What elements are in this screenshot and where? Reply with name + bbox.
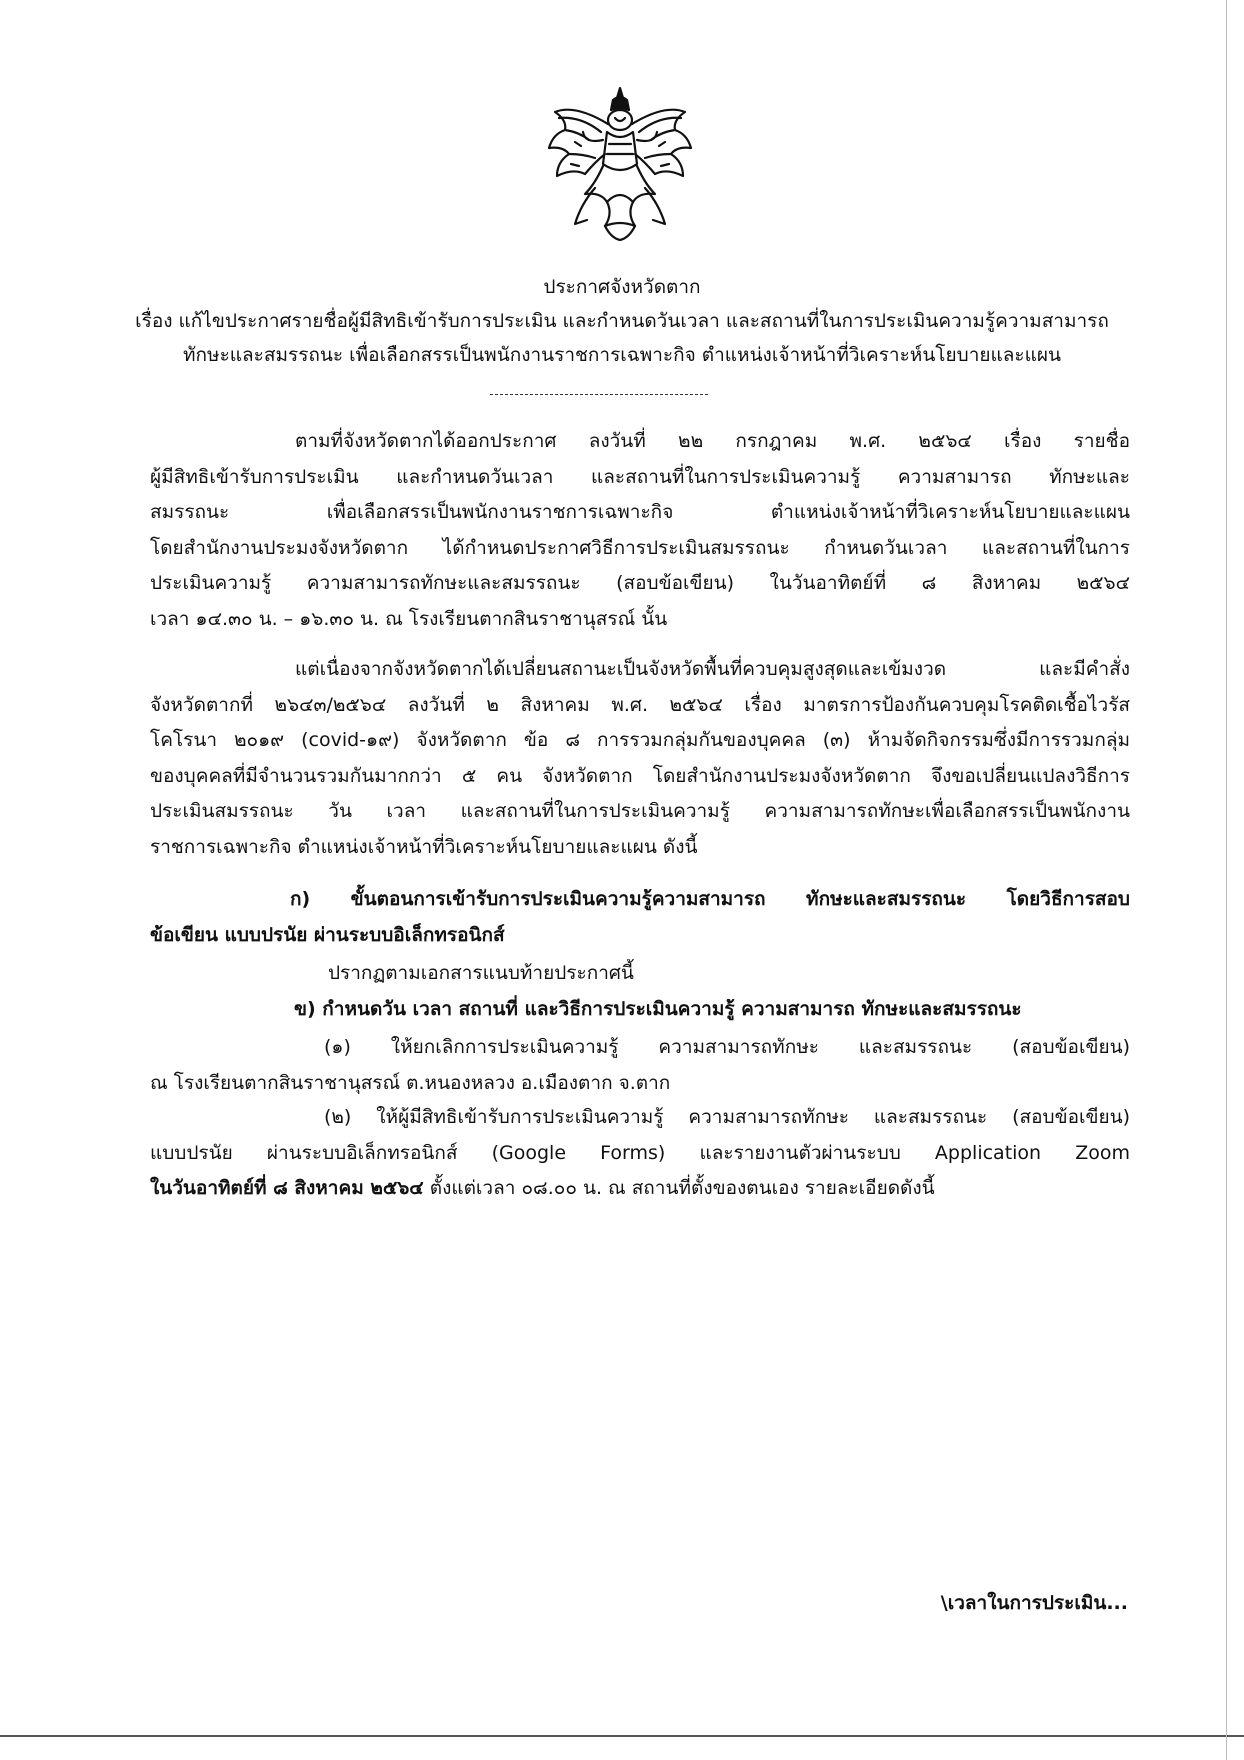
item-a-heading-line-2: ข้อเขียน แบบปรนัย ผ่านระบบอิเล็กทรอนิกส์ — [150, 923, 505, 946]
item-b-sub-1 — [150, 1030, 1130, 1101]
page-continuation-marker: \เวลาในการประเมิน... — [940, 1592, 1128, 1614]
paragraph-1 — [150, 424, 1130, 637]
garuda-emblem-icon — [545, 84, 695, 244]
sub-item-2-line-1: (๒) ให้ผู้มีสิทธิเข้ารับการประเมินความรู้ ความสามารถทักษะ และสมรรถนะ (สอบข้อเขียน) — [324, 1106, 1130, 1128]
item-a-heading-line-1: ก) ขั้นตอนการเข้ารับการประเมินความรู้ความสามารถ ทักษะและสมรรถนะ โดยวิธีการสอบ — [290, 888, 1130, 910]
scan-right-edge — [1226, 0, 1227, 1760]
sub-item-1-line-2: ณ โรงเรียนตากสินราชานุสรณ์ ต.หนองหลวง อ.เมืองตาก จ.ตาก — [150, 1071, 671, 1094]
paragraph-line: ประเมินความรู้ ความสามารถทักษะและสมรรถนะ (สอบข้อเขียน) ในวันอาทิตย์ที่ ๘ สิงหาคม ๒๕๖๔ — [150, 572, 1130, 594]
sub-item-1-line-1: (๑) ให้ยกเลิกการประเมินความรู้ ความสามารถทักษะ และสมรรถนะ (สอบข้อเขียน) — [324, 1036, 1130, 1058]
exam-date-emphasis: ในวันอาทิตย์ที่ ๘ สิงหาคม ๒๕๖๔ — [150, 1177, 424, 1199]
item-a — [150, 882, 1130, 953]
paragraph-line: โคโรนา ๒๐๑๙ (covid-๑๙) จังหวัดตาก ข้อ ๘ การรวมกลุ่มกันของบุคคล (๓) ห้ามจัดกิจกรรมซึ่งมีการรวมกลุ่ม — [150, 729, 1130, 751]
paragraph-line: ตามที่จังหวัดตากได้ออกประกาศ ลงวันที่ ๒๒ กรกฎาคม พ.ศ. ๒๕๖๔ เรื่อง รายชื่อ — [295, 430, 1130, 452]
sub-item-2-line-3 — [150, 1171, 1130, 1207]
paragraph-line: เวลา ๑๔.๓๐ น. – ๑๖.๓๐ น. ณ โรงเรียนตากสินราชานุสรณ์ นั้น — [150, 607, 668, 630]
announcement-title: ประกาศจังหวัดตาก — [543, 276, 701, 298]
paragraph-line: ของบุคคลที่มีจำนวนรวมกันมากกว่า ๕ คน จังหวัดตาก โดยสำนักงานประมงจังหวัดตาก จึงขอเปลี่ยนแปลงวิธีการ — [150, 764, 1130, 787]
paragraph-line: ประเมินสมรรถนะ วัน เวลา และสถานที่ในการประเมินความรู้ ความสามารถทักษะเพื่อเลือกสรรเป็นพนักงาน — [150, 800, 1130, 822]
item-a-note: ปรากฏตามเอกสารแนบท้ายประกาศนี้ — [328, 962, 634, 984]
paragraph-line: ราชการเฉพาะกิจ ตำแหน่งเจ้าหน้าที่วิเคราะห์นโยบายและแผน ดังนี้ — [150, 835, 698, 858]
paragraph-line: ผู้มีสิทธิเข้ารับการประเมิน และกำหนดวันเวลา และสถานที่ในการประเมินความรู้ ความสามารถ ทักษะและ — [150, 465, 1130, 488]
item-b-heading: ข) กำหนดวัน เวลา สถานที่ และวิธีการประเมินความรู้ ความสามารถ ทักษะและสมรรถนะ — [294, 998, 1022, 1020]
header-divider — [490, 394, 708, 395]
item-b-sub-2 — [150, 1100, 1130, 1207]
paragraph-line: จังหวัดตากที่ ๒๖๔๓/๒๕๖๔ ลงวันที่ ๒ สิงหาคม พ.ศ. ๒๕๖๔ เรื่อง มาตรการป้องกันควบคุมโรคติดเชื้อไวรัส — [150, 693, 1130, 716]
subject-line-1: เรื่อง แก้ไขประกาศรายชื่อผู้มีสิทธิเข้ารับการประเมิน และกำหนดวันเวลา และสถานที่ในการประเมินความรู้ความสามารถ — [135, 310, 1109, 332]
announcement-header — [120, 270, 1124, 372]
scan-bottom-edge — [0, 1735, 1244, 1737]
paragraph-line: แต่เนื่องจากจังหวัดตากได้เปลี่ยนสถานะเป็นจังหวัดพื้นที่ควบคุมสูงสุดและเข้มงวด และมีคำสั่ง — [295, 658, 1130, 680]
paragraph-2 — [150, 652, 1130, 865]
subject-line-2: ทักษะและสมรรถนะ เพื่อเลือกสรรเป็นพนักงานราชการเฉพาะกิจ ตำแหน่งเจ้าหน้าที่วิเคราะห์นโยบายและแผน — [183, 344, 1061, 366]
exam-time-place: ตั้งแต่เวลา ๐๘.๐๐ น. ณ สถานที่ตั้งของตนเอง รายละเอียดดังนี้ — [423, 1177, 935, 1199]
paragraph-line: โดยสำนักงานประมงจังหวัดตาก ได้กำหนดประกาศวิธีการประเมินสมรรถนะ กำหนดวันเวลา และสถานที่ในการ — [150, 536, 1130, 559]
paragraph-line: สมรรถนะ เพื่อเลือกสรรเป็นพนักงานราชการเฉพาะกิจ ตำแหน่งเจ้าหน้าที่วิเคราะห์นโยบายและแผน — [150, 501, 1130, 523]
sub-item-2-line-2: แบบปรนัย ผ่านระบบอิเล็กทรอนิกส์ (Google Forms) และรายงานตัวผ่านระบบ Application Zoom — [150, 1141, 1130, 1164]
